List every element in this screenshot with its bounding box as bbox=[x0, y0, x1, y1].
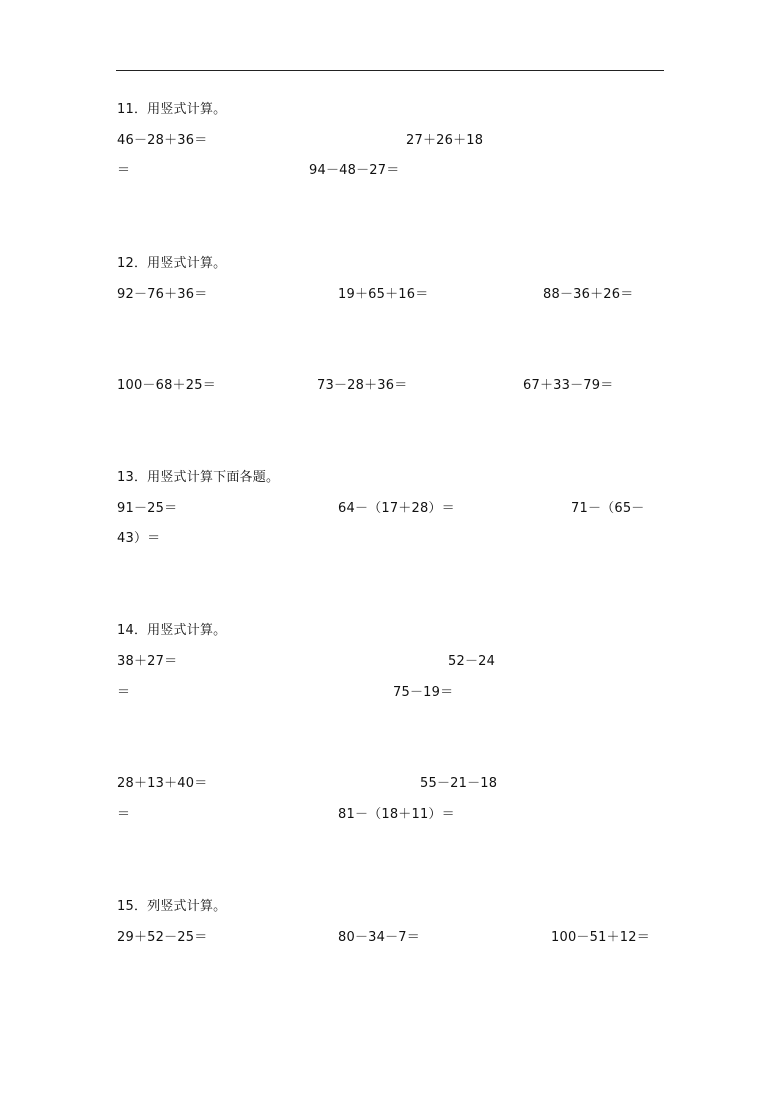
problem-15-heading: 15．列竖式计算。 bbox=[117, 899, 227, 914]
problem-13-expr-2: 64－（17＋28）＝ bbox=[338, 501, 455, 516]
problem-14-expr-1: 38＋27＝ bbox=[117, 654, 178, 669]
problem-14-expr-6: 81－（18＋11）＝ bbox=[338, 807, 455, 822]
problem-12-expr-2: 19＋65＋16＝ bbox=[338, 287, 429, 302]
problem-13-heading: 13．用竖式计算下面各题。 bbox=[117, 470, 280, 485]
problem-12-heading: 12．用竖式计算。 bbox=[117, 256, 227, 271]
header-rule bbox=[116, 70, 664, 71]
problem-12-expr-6: 67＋33－79＝ bbox=[523, 378, 614, 393]
problem-12-expr-1: 92－76＋36＝ bbox=[117, 287, 208, 302]
problem-14-heading: 14．用竖式计算。 bbox=[117, 623, 227, 638]
problem-14-expr-4: 28＋13＋40＝ bbox=[117, 776, 208, 791]
problem-11-expr-2: 27＋26＋18 bbox=[406, 133, 484, 148]
problem-14-expr-5: 55－21－18 bbox=[420, 776, 498, 791]
problem-15-expr-1: 29＋52－25＝ bbox=[117, 930, 208, 945]
problem-12-expr-3: 88－36＋26＝ bbox=[543, 287, 634, 302]
problem-11-heading: 11．用竖式计算。 bbox=[117, 102, 227, 117]
problem-11-expr-3: 94－48－27＝ bbox=[309, 163, 400, 178]
problem-14-expr-2: 52－24 bbox=[448, 654, 496, 669]
problem-11-expr-1: 46－28＋36＝ bbox=[117, 133, 208, 148]
problem-12-expr-4: 100－68＋25＝ bbox=[117, 378, 216, 393]
problem-15-expr-2: 80－34－7＝ bbox=[338, 930, 420, 945]
problem-12-expr-5: 73－28＋36＝ bbox=[317, 378, 408, 393]
problem-13-expr-1: 91－25＝ bbox=[117, 501, 178, 516]
problem-14-expr-2-equals: ＝ bbox=[117, 685, 131, 700]
problem-14-expr-3: 75－19＝ bbox=[393, 685, 454, 700]
problem-13-expr-3: 71－（65－ bbox=[571, 501, 645, 516]
problem-14-expr-5-equals: ＝ bbox=[117, 807, 131, 822]
problem-15-expr-3: 100－51＋12＝ bbox=[551, 930, 650, 945]
problem-13-expr-3-cont: 43）＝ bbox=[117, 531, 161, 546]
problem-11-expr-2-equals: ＝ bbox=[117, 163, 131, 178]
